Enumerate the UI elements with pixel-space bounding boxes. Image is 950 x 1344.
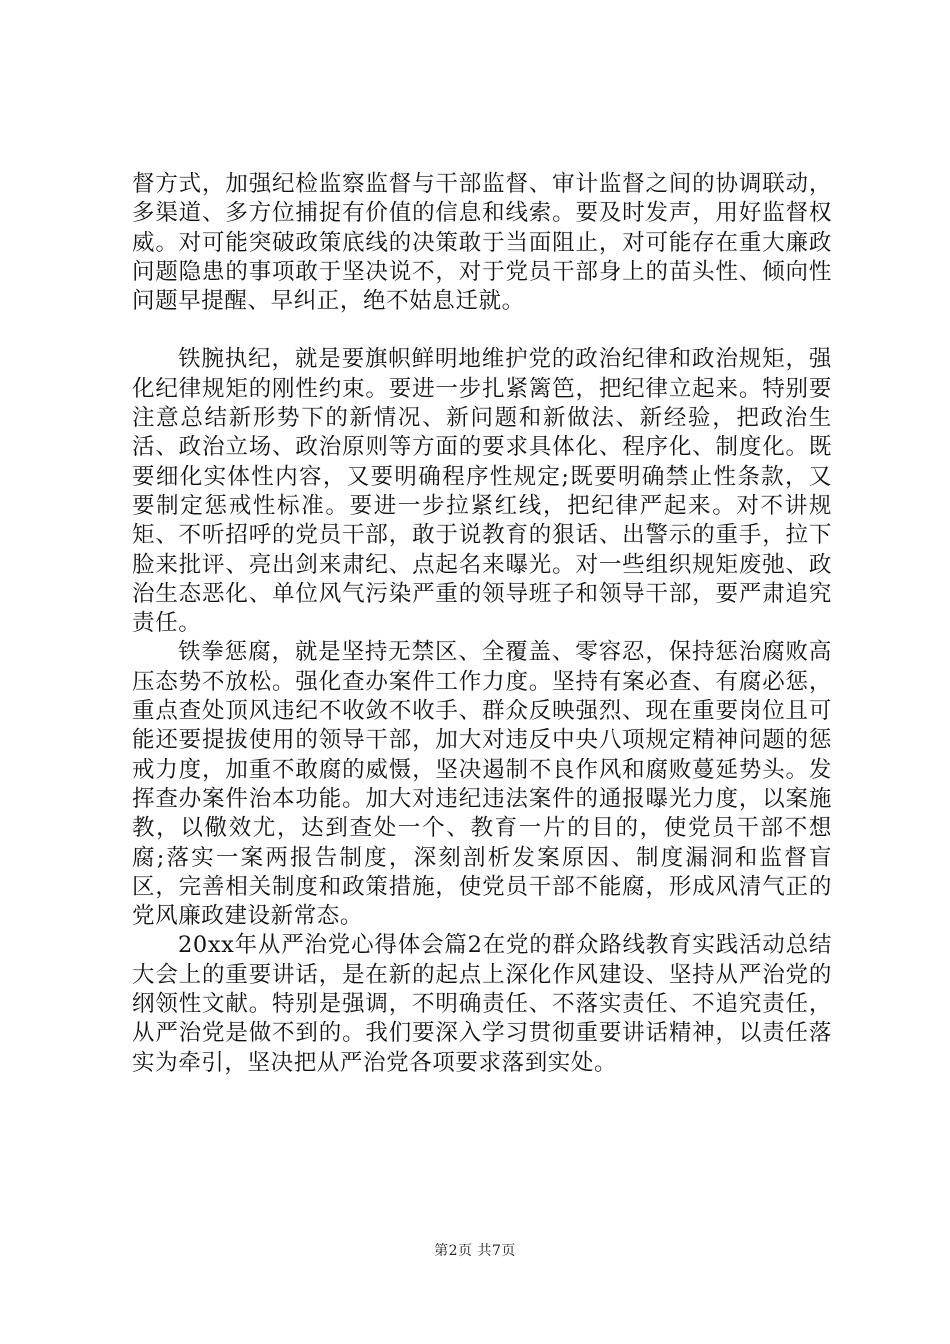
document-body (132, 170, 832, 1078)
paragraph-article-2: 20xx年从严治党心得体会篇2在党的群众路线教育实践活动总结大会上的重要讲话，是在新的起点上深化作风建设、坚持从严治党的纲领性文献。特别是强调，不明确责任、不落实责任、不追究责任，从严治党是做不到的。我们要深入学习贯彻重要讲话精神，以责任落实为牵引，坚决把从严治党各项要求落到实处。 (132, 932, 832, 1076)
paragraph-supervision: 督方式，加强纪检监察监督与干部监督、审计监督之间的协调联动，多渠道、多方位捕捉有价值的信息和线索。要及时发声，用好监督权威。对可能突破政策底线的决策敢于当面阻止，对可能存在重大廉政问题隐患的事项敢于坚决说不，对于党员干部身上的苗头性、倾向性问题早提醒、早纠正，绝不姑息迁就。 (132, 171, 832, 315)
page-number: 第2页 共7页 (434, 1243, 516, 1259)
paragraph-anticorruption: 铁拳惩腐，就是坚持无禁区、全覆盖、零容忍，保持惩治腐败高压态势不放松。强化查办案件工作力度。坚持有案必查、有腐必惩，重点查处顶风违纪不收敛不收手、群众反映强烈、现在重要岗位且可能还要提拔使用的领导干部，加大对违反中央八项规定精神问题的惩戒力度，加重不敢腐的威慑，坚决遏制不良作风和腐败蔓延势头。发挥查办案件治本功能。加大对违纪违法案件的通报曝光力度，以案施教，以儆效尤，达到查处一个、教育一片的目的，使党员干部不想腐;落实一案两报告制度，深刻剖析发案原因、制度漏洞和监督盲区，完善相关制度和政策措施，使党员干部不能腐，形成风清气正的党风廉政建设新常态。 (132, 639, 832, 930)
paragraph-discipline: 铁腕执纪，就是要旗帜鲜明地维护党的政治纪律和政治规矩，强化纪律规矩的刚性约束。要进一步扎紧篱笆，把纪律立起来。特别要注意总结新形势下的新情况、新问题和新做法、新经验，把政治生活、政治立场、政治原则等方面的要求具体化、程序化、制度化。既要细化实体性内容，又要明确程序性规定;既要明确禁止性条款，又要制定惩戒性标准。要进一步拉紧红线，把纪律严起来。对不讲规矩、不听招呼的党员干部，敢于说教育的狠话、出警示的重手，拉下脸来批评、亮出剑来肃纪、点起名来曝光。对一些组织规矩废弛、政治生态恶化、单位风气污染严重的领导班子和领导干部，要严肃追究责任。 (132, 346, 832, 637)
